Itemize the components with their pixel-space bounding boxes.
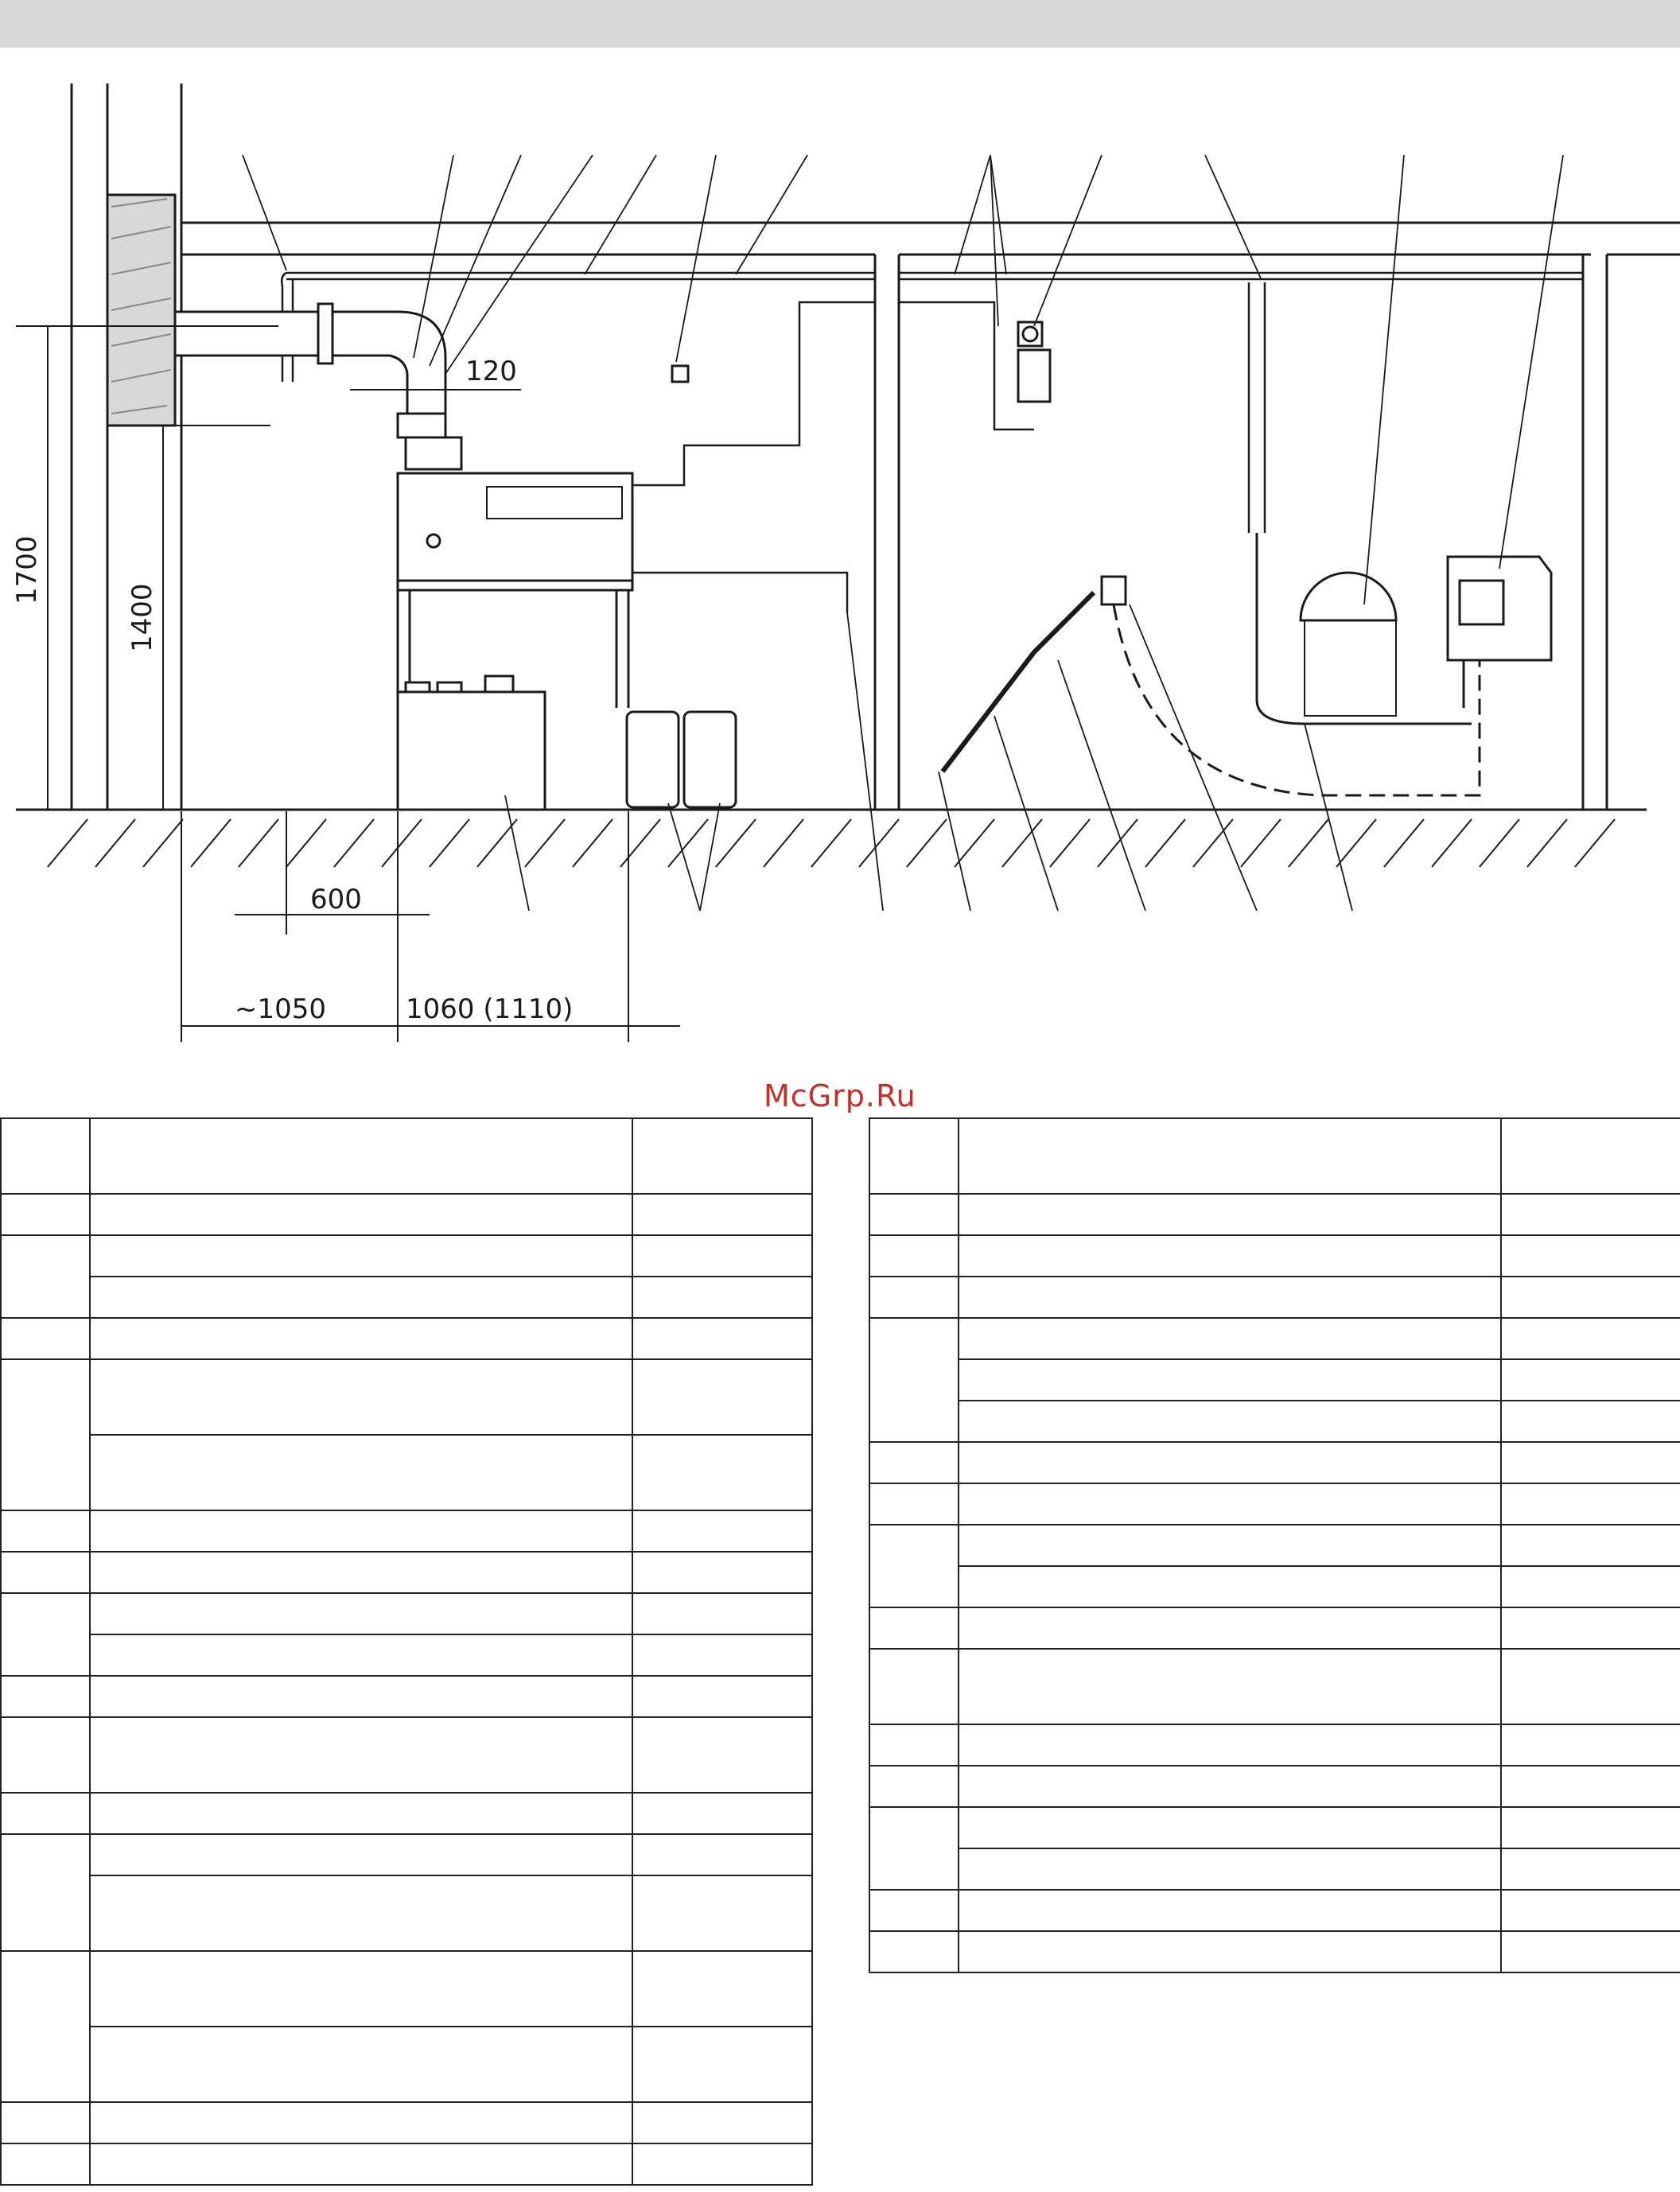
dimension-label-1700: 1700	[11, 535, 43, 604]
dimension-label-1400: 1400	[126, 583, 158, 652]
parts-table-left	[0, 1117, 813, 2186]
dimension-label-1060: 1060 (1110)	[406, 993, 574, 1025]
dimension-label-1050: ~1050	[235, 993, 327, 1025]
installation-diagram	[0, 48, 1680, 1066]
flue-pipe	[175, 304, 461, 469]
header-band	[0, 0, 1680, 48]
connection-lines	[632, 282, 1265, 612]
canisters	[627, 712, 736, 807]
parts-table-right	[869, 1117, 1680, 1973]
tank	[398, 676, 545, 810]
right-equipment	[672, 322, 1551, 795]
wall	[72, 84, 181, 810]
dimension-label-600: 600	[310, 884, 362, 915]
floor	[16, 810, 1647, 867]
dimension-lines	[16, 326, 680, 1042]
dimension-label-120: 120	[465, 356, 517, 387]
watermark: McGrp.Ru	[764, 1079, 916, 1113]
